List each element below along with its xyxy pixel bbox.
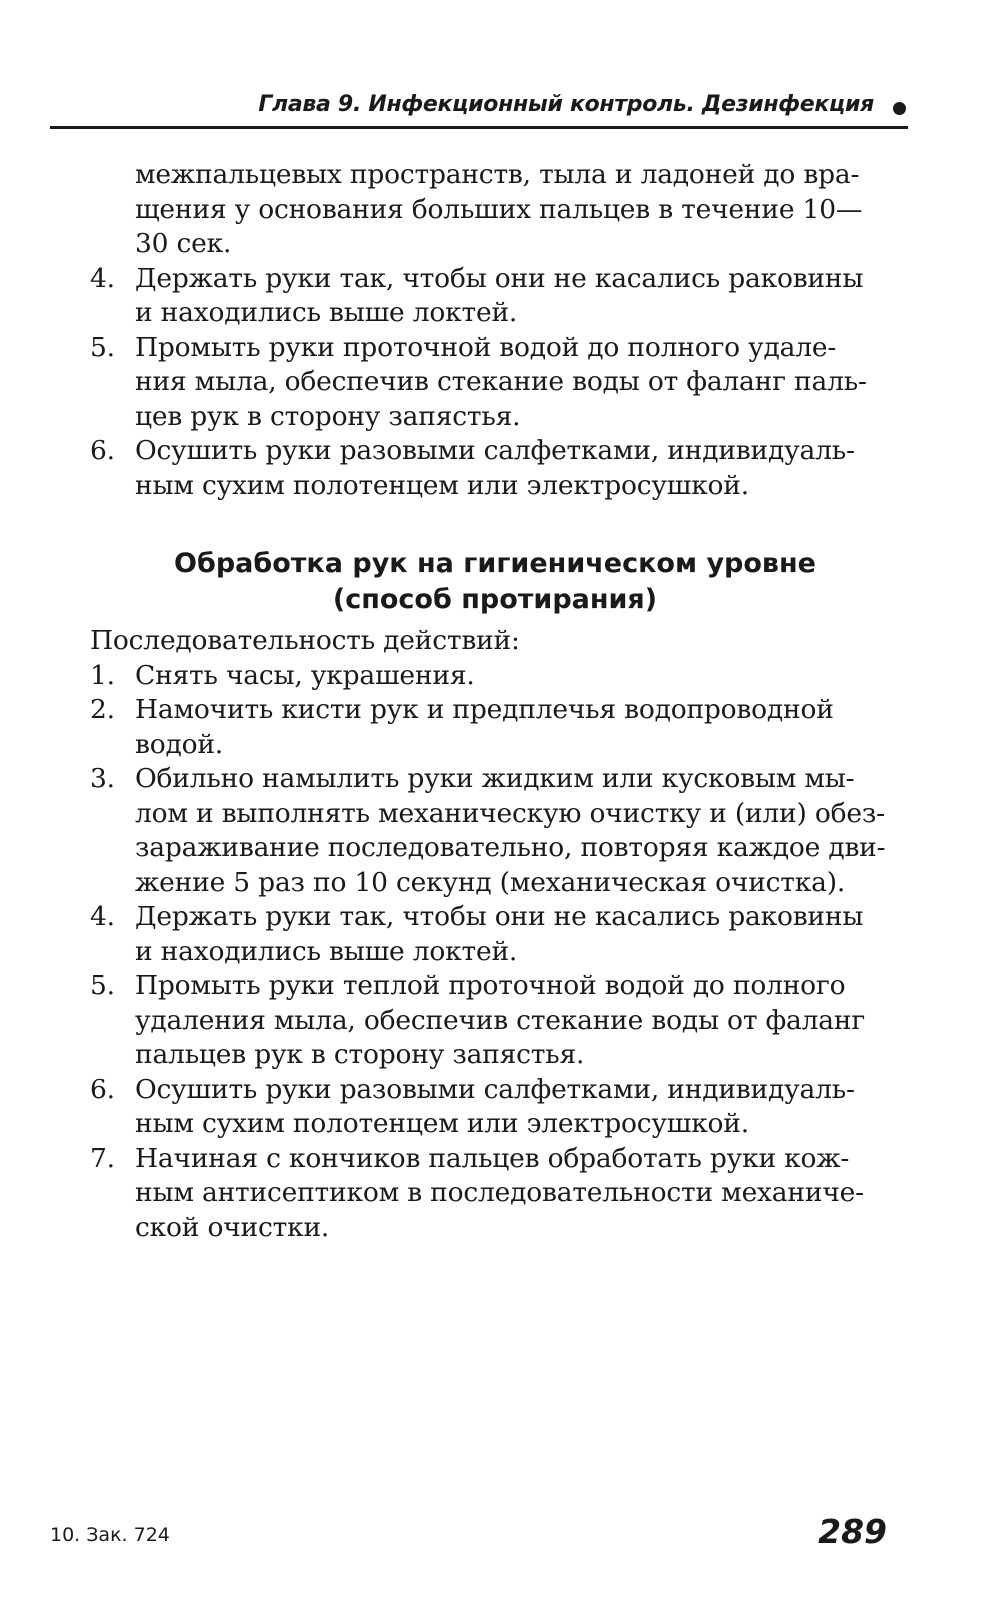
text-line: щения у основания больших пальцев в течение 10— [135, 193, 863, 225]
list-item-number: 4. [90, 901, 115, 932]
list-item-number: 2. [90, 694, 115, 725]
list-item [90, 434, 910, 503]
list-item [90, 1142, 910, 1246]
section-heading [90, 546, 900, 618]
list-item [90, 659, 910, 694]
text-line: водой. [135, 728, 224, 760]
header-bullet-icon [893, 102, 906, 115]
text-line: Промыть руки теплой проточной водой до полного [135, 970, 846, 1001]
text-line: и находились выше локтей. [135, 297, 518, 328]
text-line: Осушить руки разовыми салфетками, индивидуаль- [135, 1073, 855, 1105]
text-line: Снять часы, украшения. [135, 659, 475, 691]
text-line: Обильно намылить руки жидким или кусковым мы- [135, 763, 855, 794]
list-item-number: 1. [90, 659, 115, 691]
continuation-text [90, 158, 910, 262]
text-line: цев рук в сторону запястья. [135, 400, 521, 432]
list-item [90, 762, 910, 900]
list-item-number: 3. [90, 763, 115, 794]
text-line: ным сухим полотенцем или электросушкой. [135, 1108, 749, 1139]
print-signature: 10. Зак. 724 [50, 1524, 170, 1546]
text-line: ным сухим полотенцем или электросушкой. [135, 469, 749, 501]
text-line: ской очистки. [135, 1211, 330, 1243]
page-number: 289 [818, 1512, 887, 1551]
list-item-number: 6. [90, 1073, 115, 1105]
list-item [90, 900, 910, 969]
section-heading-line: (способ протирания) [332, 584, 658, 615]
list-item-number: 5. [90, 331, 115, 363]
text-line: зараживание последовательно, повторяя каждое дви- [135, 832, 886, 863]
text-line: жение 5 раз по 10 секунд (механическая очистка). [135, 866, 846, 898]
list-item-number: 6. [90, 435, 115, 466]
list-item-number: 4. [90, 262, 115, 294]
list-item [90, 331, 910, 435]
text-line: Начиная с кончиков пальцев обработать руки кож- [135, 1142, 850, 1174]
text-line: Держать руки так, чтобы они не касались раковины [135, 262, 864, 294]
section-heading-line: Обработка рук на гигиеническом уровне [174, 548, 816, 579]
text-line: пальцев рук в сторону запястья. [135, 1039, 585, 1070]
text-line: Промыть руки проточной водой до полного удале- [135, 331, 837, 363]
list-hygienic-procedure [90, 659, 910, 1246]
text-line: ния мыла, обеспечив стекание воды от фаланг паль- [135, 366, 867, 397]
list-item-number: 7. [90, 1142, 115, 1174]
list-item [90, 1073, 910, 1142]
text-line: лом и выполнять механическую очистку и (или) обез- [135, 797, 885, 829]
text-line: удаления мыла, обеспечив стекание воды от фаланг [135, 1004, 866, 1036]
text-line: Держать руки так, чтобы они не касались раковины [135, 901, 864, 932]
section-intro [90, 624, 910, 659]
list-item [90, 969, 910, 1073]
list-item [90, 693, 910, 762]
text-line: Намочить кисти рук и предплечья водопроводной [135, 694, 834, 725]
list-item-number: 5. [90, 970, 115, 1001]
text-line: 30 сек. [135, 228, 232, 259]
running-header-title: Глава 9. Инфекционный контроль. Дезинфекция [258, 92, 874, 117]
text-line: Осушить руки разовыми салфетками, индивидуаль- [135, 435, 855, 466]
text-line: межпальцевых пространств, тыла и ладоней до вра- [135, 159, 860, 190]
text-line: Последовательность действий: [90, 625, 520, 656]
list-previous-procedure [90, 262, 910, 504]
text-line: и находились выше локтей. [135, 935, 518, 967]
list-item [90, 262, 910, 331]
text-line: ным антисептиком в последовательности механиче- [135, 1177, 864, 1208]
running-header [50, 88, 908, 129]
